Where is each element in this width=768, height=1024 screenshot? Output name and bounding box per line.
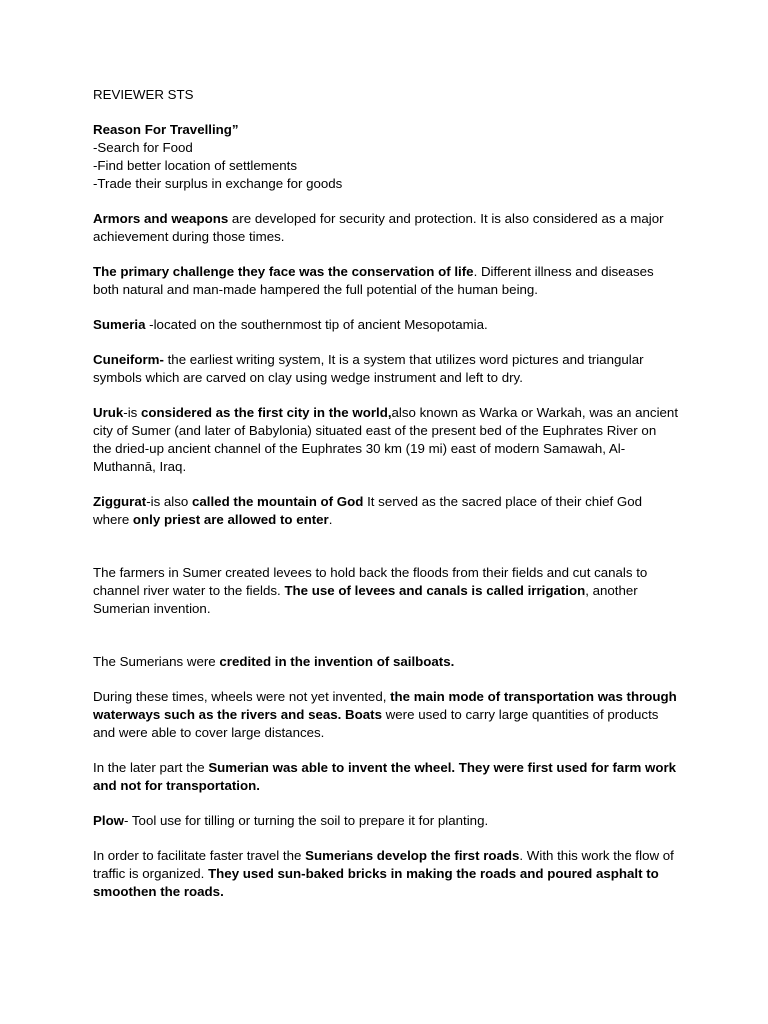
cuneiform-paragraph: Cuneiform- the earliest writing system, It is a system that utilizes word pictures and triangular symbols which are carved on clay using wedge instrument and left to dry. (93, 352, 644, 385)
reason-heading: Reason For Travelling” (93, 122, 239, 137)
transport-paragraph: During these times, wheels were not yet invented, the main mode of transportation was through waterways such as the rivers and seas. Boats were used to carry large quantities of products and were able to cover large distances. (93, 689, 677, 740)
wheel-paragraph: In the later part the Sumerian was able to invent the wheel. They were first used for farm work and not for transportation. (93, 760, 677, 793)
sumeria-paragraph: Sumeria -located on the southernmost tip of ancient Mesopotamia. (93, 317, 488, 332)
sailboats-paragraph: The Sumerians were credited in the invention of sailboats. (93, 654, 455, 669)
reason-item: -Search for Food (93, 140, 193, 155)
challenge-paragraph: The primary challenge they face was the conservation of life. Different illness and diseases both natural and man-made hampered the full potential of the human being. (93, 264, 654, 297)
plow-paragraph: Plow- Tool use for tilling or turning the soil to prepare it for planting. (93, 813, 489, 828)
ziggurat-paragraph: Ziggurat-is also called the mountain of God It served as the sacred place of their chief God where only priest are allowed to enter. (93, 494, 643, 527)
reason-item: -Trade their surplus in exchange for goods (93, 176, 343, 191)
document-title: REVIEWER STS (93, 87, 194, 102)
roads-paragraph: In order to facilitate faster travel the Sumerians develop the first roads. With this work the flow of traffic is organized. They used sun-baked bricks in making the roads and poured asphalt to smoothen the roads. (93, 848, 674, 899)
armors-paragraph: Armors and weapons are developed for security and protection. It is also considered as a major achievement during those times. (93, 211, 664, 244)
farmers-paragraph: The farmers in Sumer created levees to hold back the floods from their fields and cut canals to channel river water to the fields. The use of levees and canals is called irrigation, another Sumerian invention. (93, 565, 648, 616)
reason-item: -Find better location of settlements (93, 158, 297, 173)
uruk-paragraph: Uruk-is considered as the first city in the world,also known as Warka or Warkah, was an ancient city of Sumer (and later of Babylonia) situated east of the present bed of the Euphrates River on the dried-up ancient channel of the Euphrates 30 km (19 mi) east of modern Samawah, Al-Muthannā, Iraq. (93, 405, 679, 474)
